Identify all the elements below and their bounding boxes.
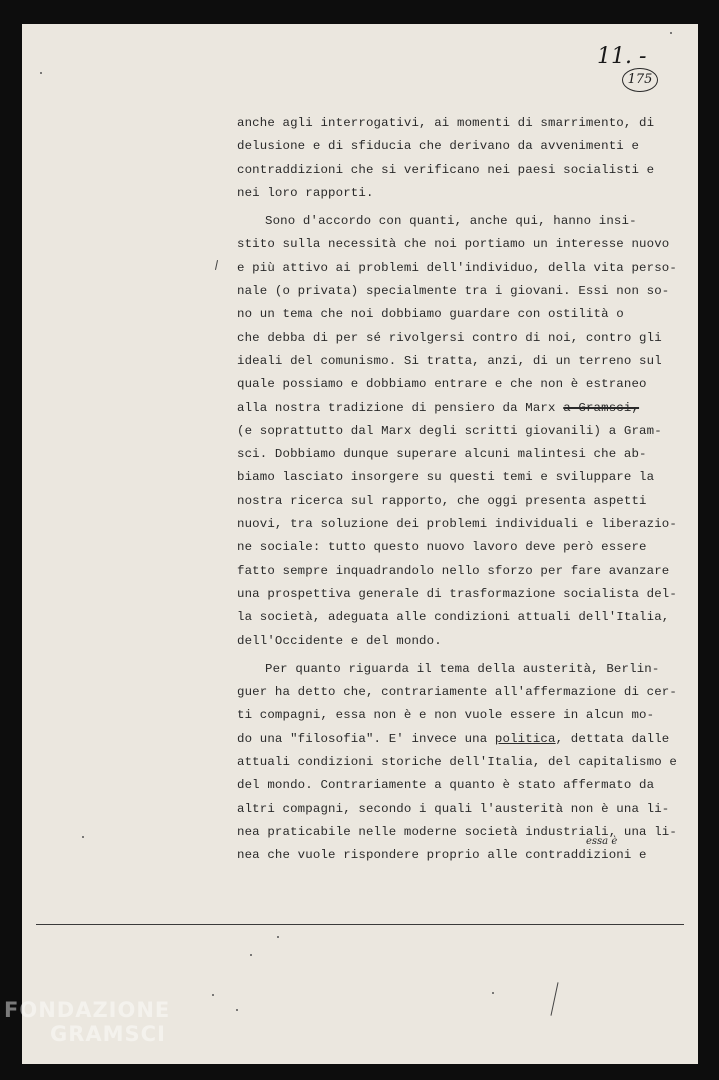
text-line: (e soprattutto dal Marx degli scritti giovanili) a Gram-	[237, 423, 662, 438]
pen-mark	[215, 260, 218, 270]
text-segment: alla nostra tradizione di pensiero da Marx	[237, 400, 556, 415]
text-line: la società, adeguata alle condizioni attuali dell'Italia,	[237, 610, 670, 625]
speck	[492, 992, 494, 994]
text-line: no un tema che noi dobbiamo guardare con ostilità o	[237, 307, 624, 322]
speck	[40, 72, 42, 74]
text-line: ne sociale: tutto questo nuovo lavoro deve però essere	[237, 540, 647, 555]
speck	[277, 936, 279, 938]
text-line: nei loro rapporti.	[237, 185, 374, 200]
speck	[250, 954, 252, 956]
document-page	[22, 24, 698, 1064]
watermark-line1: FONDAZIONE	[4, 998, 171, 1022]
pen-mark	[550, 982, 558, 1015]
text-line: e più attivo ai problemi dell'individuo, della vita perso-	[237, 260, 677, 275]
text-line: altri compagni, secondo i quali l'austerità non è una li-	[237, 801, 670, 816]
text-line: dell'Occidente e del mondo.	[237, 633, 442, 648]
text-line: sci. Dobbiamo dunque superare alcuni malintesi che ab-	[237, 447, 647, 462]
text-line: che debba di per sé rivolgersi contro di noi, contro gli	[237, 330, 662, 345]
text-segment: , dettata dalle	[555, 731, 670, 746]
text-line: nuovi, tra soluzione dei problemi individuali e liberazio-	[237, 517, 677, 532]
text-line: del mondo. Contrariamente a quanto è stato affermato da	[237, 778, 655, 793]
text-line: nale (o privata) specialmente tra i giovani. Essi non so-	[237, 284, 670, 299]
archive-watermark	[4, 998, 170, 1046]
underlined-word: politica	[494, 731, 556, 746]
text-line: quale possiamo e dobbiamo entrare e che non è estraneo	[237, 377, 647, 392]
text-line: nea che vuole rispondere proprio alle contraddizioni e	[237, 848, 647, 863]
text-line	[237, 397, 667, 420]
divider-line	[36, 924, 684, 925]
text-line: ideali del comunismo. Si tratta, anzi, di un terreno sul	[237, 353, 662, 368]
text-line: guer ha detto che, contrariamente all'affermazione di cer-	[237, 685, 677, 700]
text-line: Per quanto riguarda il tema della austerità, Berlin-	[265, 661, 660, 676]
struck-text: a Gramsci,	[563, 400, 640, 415]
text-line	[237, 728, 670, 751]
speck	[212, 994, 214, 996]
text-line: fatto sempre inquadrandolo nello sforzo per fare avanzare	[237, 563, 670, 578]
text-line: nostra ricerca sul rapporto, che oggi presenta aspetti	[237, 493, 647, 508]
watermark-line2: GRAMSCI	[50, 1022, 166, 1046]
text-line: Sono d'accordo con quanti, anche qui, hanno insi-	[265, 214, 637, 229]
text-line: ti compagni, essa non è e non vuole essere in alcun mo-	[237, 708, 655, 723]
body-text	[237, 112, 677, 868]
text-line: contraddizioni che si verificano nei paesi socialisti e	[237, 162, 655, 177]
text-line: nea praticabile nelle moderne società industriali, una li-	[237, 824, 677, 839]
speck	[82, 836, 84, 838]
text-segment: do una "filosofia". E' invece una	[237, 731, 488, 746]
text-line: stito sulla necessità che noi portiamo un interesse nuovo	[237, 237, 670, 252]
speck	[236, 1009, 238, 1011]
archive-number: 175	[622, 68, 658, 92]
text-line: una prospettiva generale di trasformazione socialista del-	[237, 586, 677, 601]
text-line: delusione e di sfiducia che derivano da avvenimenti e	[237, 139, 640, 154]
text-line: anche agli interrogativi, ai momenti di smarrimento, di	[237, 116, 655, 130]
handwritten-correction: essa è	[586, 836, 618, 847]
page-number: 11. -	[597, 44, 647, 69]
text-line: attuali condizioni storiche dell'Italia, del capitalismo e	[237, 755, 677, 770]
text-line: biamo lasciato insorgere su questi temi e sviluppare la	[237, 470, 655, 485]
speck	[670, 32, 672, 34]
